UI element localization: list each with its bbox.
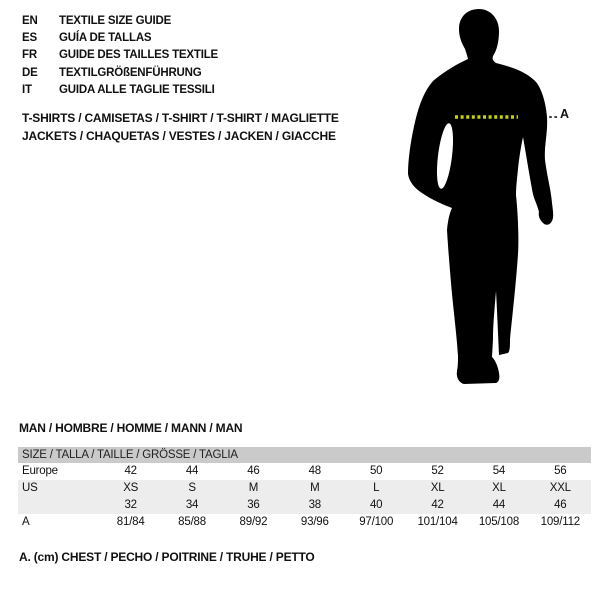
table-cell: 42 [431, 499, 444, 511]
man-silhouette-svg [400, 5, 580, 390]
row-label: US [22, 482, 38, 494]
man-figure [400, 5, 580, 390]
table-cell: 44 [185, 465, 199, 477]
language-row [22, 13, 218, 30]
table-cell: 105/108 [478, 516, 520, 528]
category-line-jackets: JACKETS / CHAQUETAS / VESTES / JACKEN / GIACCHE [22, 128, 336, 143]
table-row-numeric [18, 497, 591, 514]
language-label: GUIDA ALLE TAGLIE TESSILI [59, 83, 215, 96]
category-heading [22, 110, 339, 145]
table-cell: 85/88 [178, 516, 206, 528]
table-cell: XXL [549, 482, 571, 494]
table-cell: 34 [185, 499, 199, 511]
language-row [22, 82, 218, 99]
measure-label-a: A [560, 107, 570, 121]
table-row-chest-a [18, 514, 591, 531]
table-cell: XL [492, 482, 506, 494]
language-label: GUIDE DES TAILLES TEXTILE [59, 49, 218, 62]
row-label [18, 497, 100, 514]
man-silhouette [408, 9, 553, 384]
row-label: A [22, 516, 30, 528]
category-line-tshirts: T-SHIRTS / CAMISETAS / T-SHIRT / T-SHIRT / MAGLIETTE [22, 111, 339, 125]
language-row [22, 47, 218, 64]
table-cell: 54 [492, 465, 506, 477]
table-cell: M [248, 482, 259, 494]
language-label: GUÍA DE TALLAS [59, 32, 152, 45]
table-cell: 52 [431, 465, 444, 477]
size-table-header: SIZE / TALLA / TAILLE / GRÖSSE / TAGLIA [18, 447, 591, 463]
size-table [18, 447, 591, 531]
table-cell: S [188, 482, 196, 494]
language-label: TEXTILGRÖßENFÜHRUNG [59, 66, 202, 79]
language-list [22, 13, 218, 99]
language-label: TEXTILE SIZE GUIDE [59, 15, 172, 27]
table-row-us [18, 480, 591, 497]
table-cell: 46 [247, 465, 260, 477]
table-row-europe [18, 463, 591, 480]
language-row [22, 30, 218, 47]
table-cell: 50 [369, 465, 383, 477]
table-cell: 40 [369, 499, 383, 511]
table-cell: XL [430, 482, 445, 494]
table-cell: 93/96 [300, 516, 329, 528]
table-cell: L [373, 482, 380, 494]
table-cell: 109/112 [540, 516, 580, 528]
table-cell: 44 [492, 499, 506, 511]
section-title-man: MAN / HOMBRE / HOMME / MANN / MAN [19, 421, 243, 435]
table-cell: 48 [308, 465, 322, 477]
table-cell: 38 [308, 499, 322, 511]
measurement-footnote: A. (cm) CHEST / PECHO / POITRINE / TRUHE / PETTO [19, 550, 315, 564]
table-cell: 97/100 [359, 516, 394, 528]
language-code: IT [22, 83, 32, 96]
table-cell: 32 [124, 499, 137, 511]
language-code: ES [22, 32, 37, 45]
table-cell: 101/104 [417, 516, 458, 528]
language-code: DE [22, 66, 38, 79]
table-cell: 89/92 [239, 516, 268, 528]
language-code: FR [22, 49, 37, 62]
table-cell: 42 [124, 465, 137, 477]
table-cell: 46 [554, 499, 567, 511]
table-cell: XS [123, 482, 139, 494]
language-row [22, 65, 218, 82]
table-cell: 36 [247, 499, 260, 511]
table-cell: 56 [554, 465, 567, 477]
language-code: EN [22, 15, 38, 27]
table-cell: M [310, 482, 320, 494]
row-label: Europe [22, 465, 58, 477]
table-cell: 81/84 [116, 516, 145, 528]
